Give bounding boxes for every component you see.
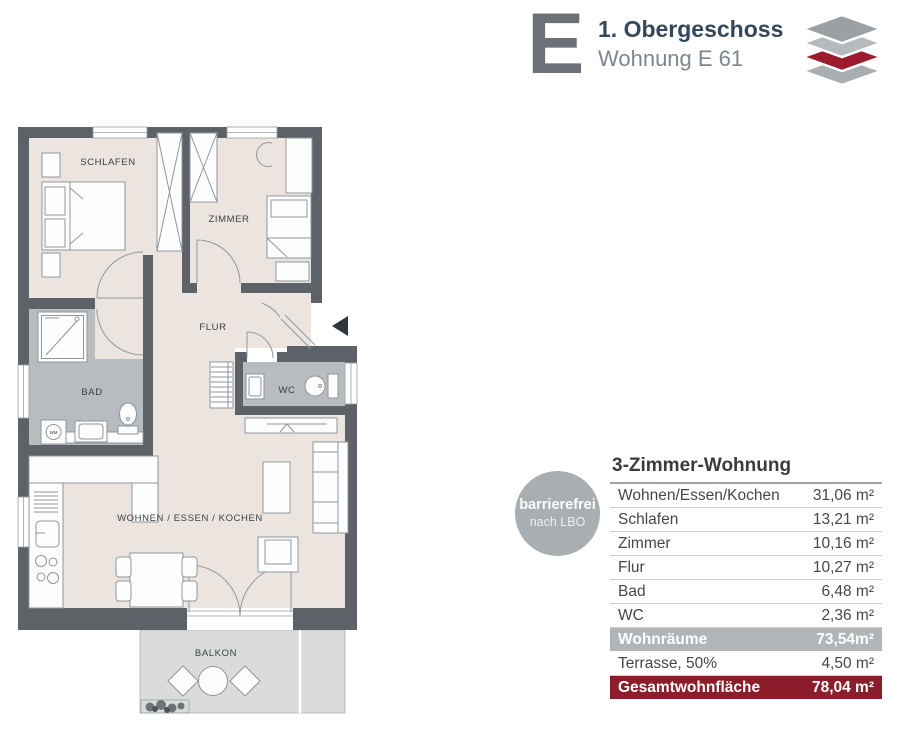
toilet [120, 403, 137, 425]
row-label: Gesamtwohnfläche [618, 678, 761, 696]
table-row [610, 604, 882, 628]
room-label-wc: WC [278, 385, 296, 396]
row-label: WC [618, 606, 644, 624]
kitchen-counter [29, 456, 158, 483]
row-label: Zimmer [618, 534, 671, 552]
table-row [610, 652, 882, 676]
chair [116, 581, 131, 601]
row-value: 31,06 m² [812, 486, 874, 504]
area-table [610, 455, 882, 699]
table-row-total [610, 676, 882, 699]
table-row [610, 484, 882, 508]
table-row-wohnraeume [610, 628, 882, 652]
chair [116, 557, 131, 577]
row-label: Terrasse, 50% [618, 654, 718, 672]
table-title: 3-Zimmer-Wohnung [610, 455, 882, 484]
room-label-flur: FLUR [199, 322, 227, 333]
barrier-free-badge [515, 471, 600, 556]
balcony-table [199, 667, 228, 696]
tv-sideboard [245, 418, 337, 433]
apartment-subtitle: Wohnung E 61 [598, 45, 744, 71]
hall-closet [210, 362, 233, 408]
row-value: 4,50 m² [821, 654, 874, 672]
balcony [140, 630, 345, 713]
floor-title: 1. Obergeschoss [598, 16, 784, 42]
badge-line1: barrierefrei [519, 497, 596, 514]
table-row [610, 556, 882, 580]
entrance-arrow-icon [332, 316, 348, 336]
toilet-tank [328, 374, 338, 398]
row-value: 6,48 m² [821, 582, 874, 600]
dining-table [130, 553, 183, 607]
table-row [610, 532, 882, 556]
row-value: 2,36 m² [821, 606, 874, 624]
toilet-tank [118, 426, 138, 434]
row-label: Wohnräume [618, 630, 708, 648]
row-label: Bad [618, 582, 646, 600]
room-label-schlafen: SCHLAFEN [80, 157, 136, 168]
nightstand [42, 253, 60, 277]
floor-plan [0, 115, 380, 745]
coffee-table [263, 462, 290, 513]
row-label: Flur [618, 558, 645, 576]
row-label: Wohnen/Essen/Kochen [618, 486, 780, 504]
room-label-wohnen: WOHNEN / ESSEN / KOCHEN [117, 513, 263, 524]
room-label-bad: BAD [81, 387, 103, 398]
table-row [610, 508, 882, 532]
sofa [313, 442, 348, 533]
sink [36, 521, 59, 547]
chair [182, 581, 197, 601]
row-value: 13,21 m² [812, 510, 874, 528]
header-text [598, 16, 783, 72]
row-value: 78,04 m² [811, 678, 874, 696]
row-label: Schlafen [618, 510, 679, 528]
floor-letter: E [527, 0, 585, 92]
nightstand [42, 153, 60, 177]
row-value: 73,54m² [816, 630, 874, 648]
chair [182, 557, 197, 577]
room-label-zimmer: ZIMMER [208, 214, 250, 225]
side-table [276, 262, 309, 281]
desk [286, 138, 312, 193]
room-label-balkon: BALKON [194, 648, 238, 659]
table-row [610, 580, 882, 604]
armchair [258, 537, 298, 572]
row-value: 10,27 m² [812, 558, 874, 576]
row-value: 10,16 m² [812, 534, 874, 552]
stacked-floors-icon [800, 8, 884, 97]
wm-label: WM [49, 430, 58, 435]
badge-line2: nach LBO [529, 514, 586, 529]
